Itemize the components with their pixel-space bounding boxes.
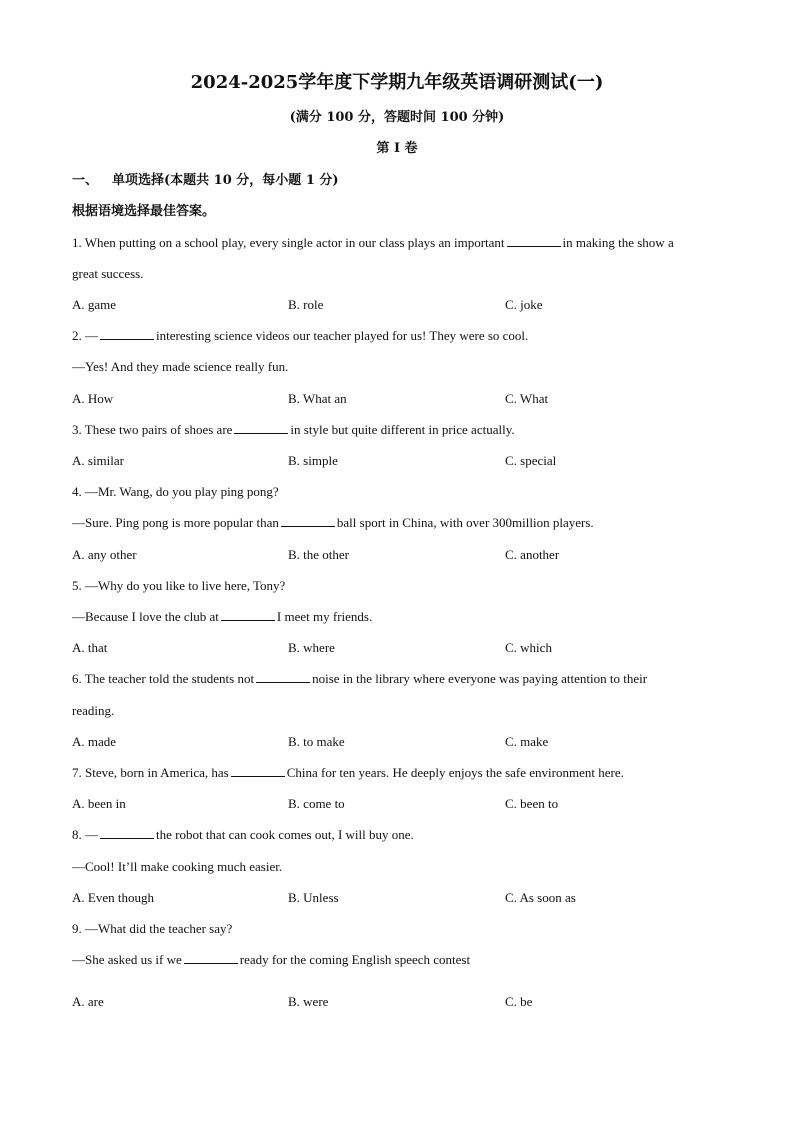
option-a: A. Even though xyxy=(72,890,154,905)
volume-label: 第 I 卷 xyxy=(376,141,418,156)
option-c: C. joke xyxy=(505,297,543,312)
question-9-line-1: 9. —What did the teacher say? xyxy=(72,921,233,936)
option-b: B. where xyxy=(288,640,335,655)
question-8-options xyxy=(72,889,722,907)
question-8-line-2: —Cool! It’ll make cooking much easier. xyxy=(72,859,283,874)
section-heading xyxy=(72,172,339,190)
answer-blank xyxy=(100,826,154,839)
question-1-options xyxy=(72,296,722,314)
option-c: C. What xyxy=(505,391,549,406)
question-8-line-1: 8. — the robot that can cook comes out, I will buy one. xyxy=(72,827,414,842)
question-6-line-1: 6. The teacher told the students not noise in the library where everyone was paying attention to their xyxy=(72,671,648,686)
question-2-line-2: —Yes! And they made science really fun. xyxy=(72,359,289,374)
answer-blank xyxy=(221,608,275,621)
option-b: B. come to xyxy=(288,796,345,811)
question-2-line-1: 2. — interesting science videos our teacher played for us! They were so cool. xyxy=(72,328,529,343)
option-a: A. game xyxy=(72,297,117,312)
page-title: 2024-2025学年度下学期九年级英语调研测试(一) xyxy=(190,72,604,93)
question-4-line-2: —Sure. Ping pong is more popular than ball sport in China, with over 300million players. xyxy=(72,515,594,530)
question-7-line-1: 7. Steve, born in America, has China for ten years. He deeply enjoys the safe environment here. xyxy=(72,765,624,780)
option-b: B. What an xyxy=(288,391,347,406)
answer-blank xyxy=(234,421,288,434)
question-3-options xyxy=(72,452,722,470)
option-b: B. simple xyxy=(288,453,338,468)
option-a: A. that xyxy=(72,640,108,655)
option-a: A. made xyxy=(72,734,117,749)
option-a: A. are xyxy=(72,994,104,1009)
option-a: A. been in xyxy=(72,796,126,811)
question-7-options xyxy=(72,795,722,813)
option-a: A. similar xyxy=(72,453,124,468)
option-a: A. How xyxy=(72,391,114,406)
exam-info: (满分 100 分，答题时间 100 分钟) xyxy=(289,110,505,125)
option-c: C. been to xyxy=(505,796,559,811)
option-c: C. make xyxy=(505,734,549,749)
option-c: C. As soon as xyxy=(505,890,576,905)
option-b: B. Unless xyxy=(288,890,339,905)
section-instruction: 根据语境选择最佳答案。 xyxy=(72,204,216,219)
option-c: C. another xyxy=(505,547,560,562)
option-b: B. were xyxy=(288,994,329,1009)
question-1-line-2: great success. xyxy=(72,266,144,281)
option-c: C. which xyxy=(505,640,552,655)
option-b: B. to make xyxy=(288,734,345,749)
section-number: 一、 xyxy=(72,173,99,188)
question-3-line-1: 3. These two pairs of shoes are in style but quite different in price actually. xyxy=(72,422,515,437)
option-b: B. the other xyxy=(288,547,350,562)
question-9-options xyxy=(72,993,722,1011)
question-2-options xyxy=(72,390,722,408)
question-1-line-1: 1. When putting on a school play, every single actor in our class plays an important in making the show a xyxy=(72,235,674,250)
question-5-line-2: —Because I love the club at I meet my friends. xyxy=(72,609,373,624)
question-6-line-2: reading. xyxy=(72,703,115,718)
answer-blank xyxy=(507,234,561,247)
answer-blank xyxy=(231,764,285,777)
option-c: C. special xyxy=(505,453,557,468)
section-title: 单项选择(本题共 10 分，每小题 1 分) xyxy=(112,173,339,188)
answer-blank xyxy=(184,951,238,964)
option-a: A. any other xyxy=(72,547,137,562)
question-9-line-2: —She asked us if we ready for the coming English speech contest xyxy=(72,952,471,967)
option-c: C. be xyxy=(505,994,533,1009)
question-5-line-1: 5. —Why do you like to live here, Tony? xyxy=(72,578,286,593)
question-4-options xyxy=(72,546,722,564)
answer-blank xyxy=(281,514,335,527)
option-b: B. role xyxy=(288,297,324,312)
answer-blank xyxy=(100,327,154,340)
question-6-options xyxy=(72,733,722,751)
question-5-options xyxy=(72,639,722,657)
question-4-line-1: 4. —Mr. Wang, do you play ping pong? xyxy=(72,484,279,499)
answer-blank xyxy=(256,670,310,683)
